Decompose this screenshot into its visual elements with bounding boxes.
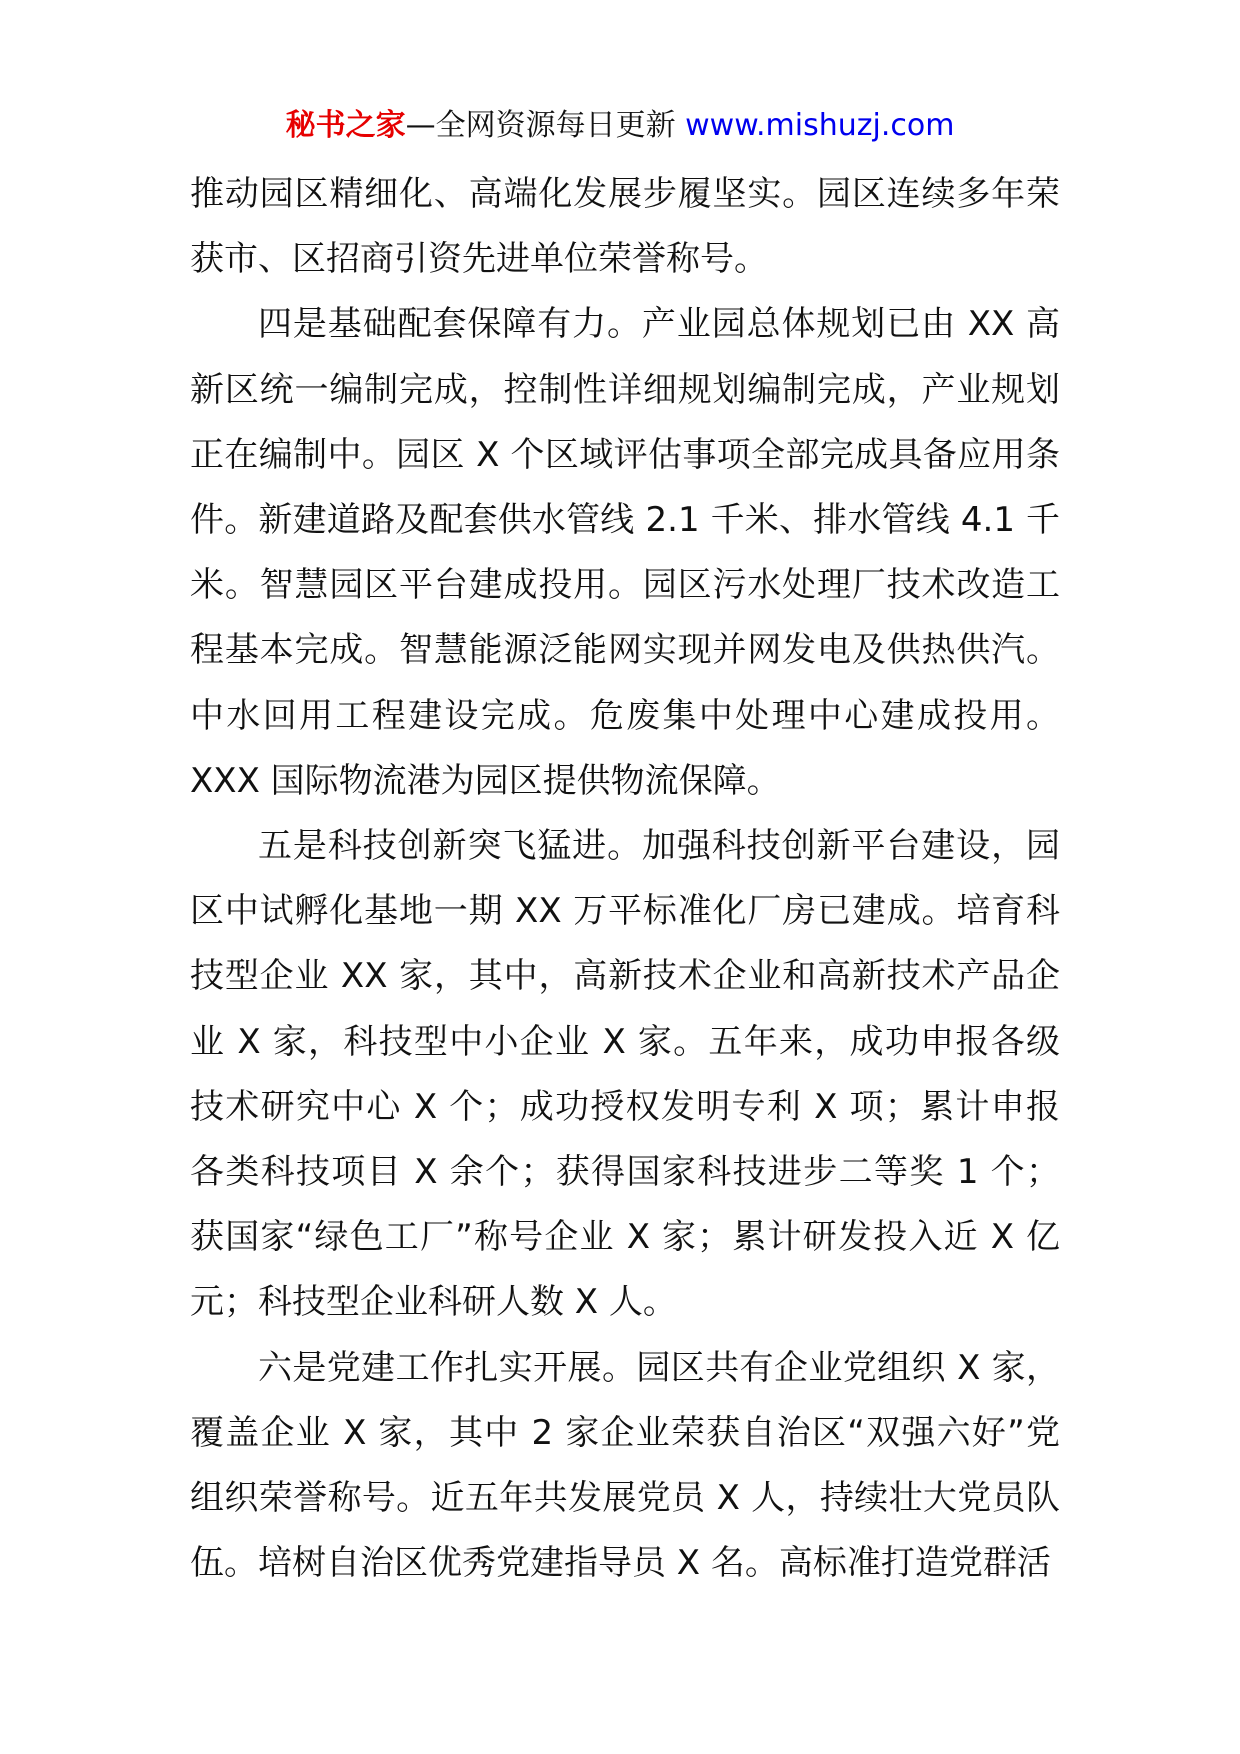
paragraph-innovation: 五是科技创新突飞猛进。加强科技创新平台建设，园区中试孵化基地一期 XX 万平标准化厂房已建成。培育科技型企业 XX 家，其中，高新技术企业和高新技术产品企业 X 家，科技型中小企业 X 家。五年来，成功申报各级技术研究中心 X 个；成功授权发明专利 X 项；累计申报各类科技项目 X 余个；获得国家科技进步二等奖 1 个；获国家“绿色工厂”称号企业 X 家；累计研发投入近 X 亿元；科技型企业科研人数 X 人。 — [190, 826, 1060, 1323]
paragraph-party-building: 六是党建工作扎实开展。园区共有企业党组织 X 家，覆盖企业 X 家，其中 2 家企业荣获自治区“双强六好”党组织荣誉称号。近五年共发展党员 X 人，持续壮大党员队伍。培树自治区优秀党建指导员 X 名。高标准打造党群活 — [190, 1347, 1060, 1584]
header-slogan: —全网资源每日更新 — [405, 108, 686, 143]
document-body — [190, 162, 1060, 1596]
paragraph-infrastructure: 四是基础配套保障有力。产业园总体规划已由 XX 高新区统一编制完成，控制性详细规划编制完成，产业规划正在编制中。园区 X 个区域评估事项全部完成具备应用条件。新建道路及配套供水管线 2.1 千米、排水管线 4.1 千米。智慧园区平台建成投用。园区污水处理厂技术改造工程基本完成。智慧能源泛能网实现并网发电及供热供汽。中水回用工程建设完成。危废集中处理中心建成投用。XXX 国际物流港为园区提供物流保障。 — [190, 304, 1060, 801]
page-header — [0, 104, 1240, 148]
header-url-link[interactable]: www.mishuzj.com — [685, 108, 955, 143]
paragraph-continuation: 推动园区精细化、高端化发展步履坚实。园区连续多年荣获市、区招商引资先进单位荣誉称号。 — [190, 174, 1060, 280]
header-brand: 秘书之家 — [285, 108, 406, 143]
